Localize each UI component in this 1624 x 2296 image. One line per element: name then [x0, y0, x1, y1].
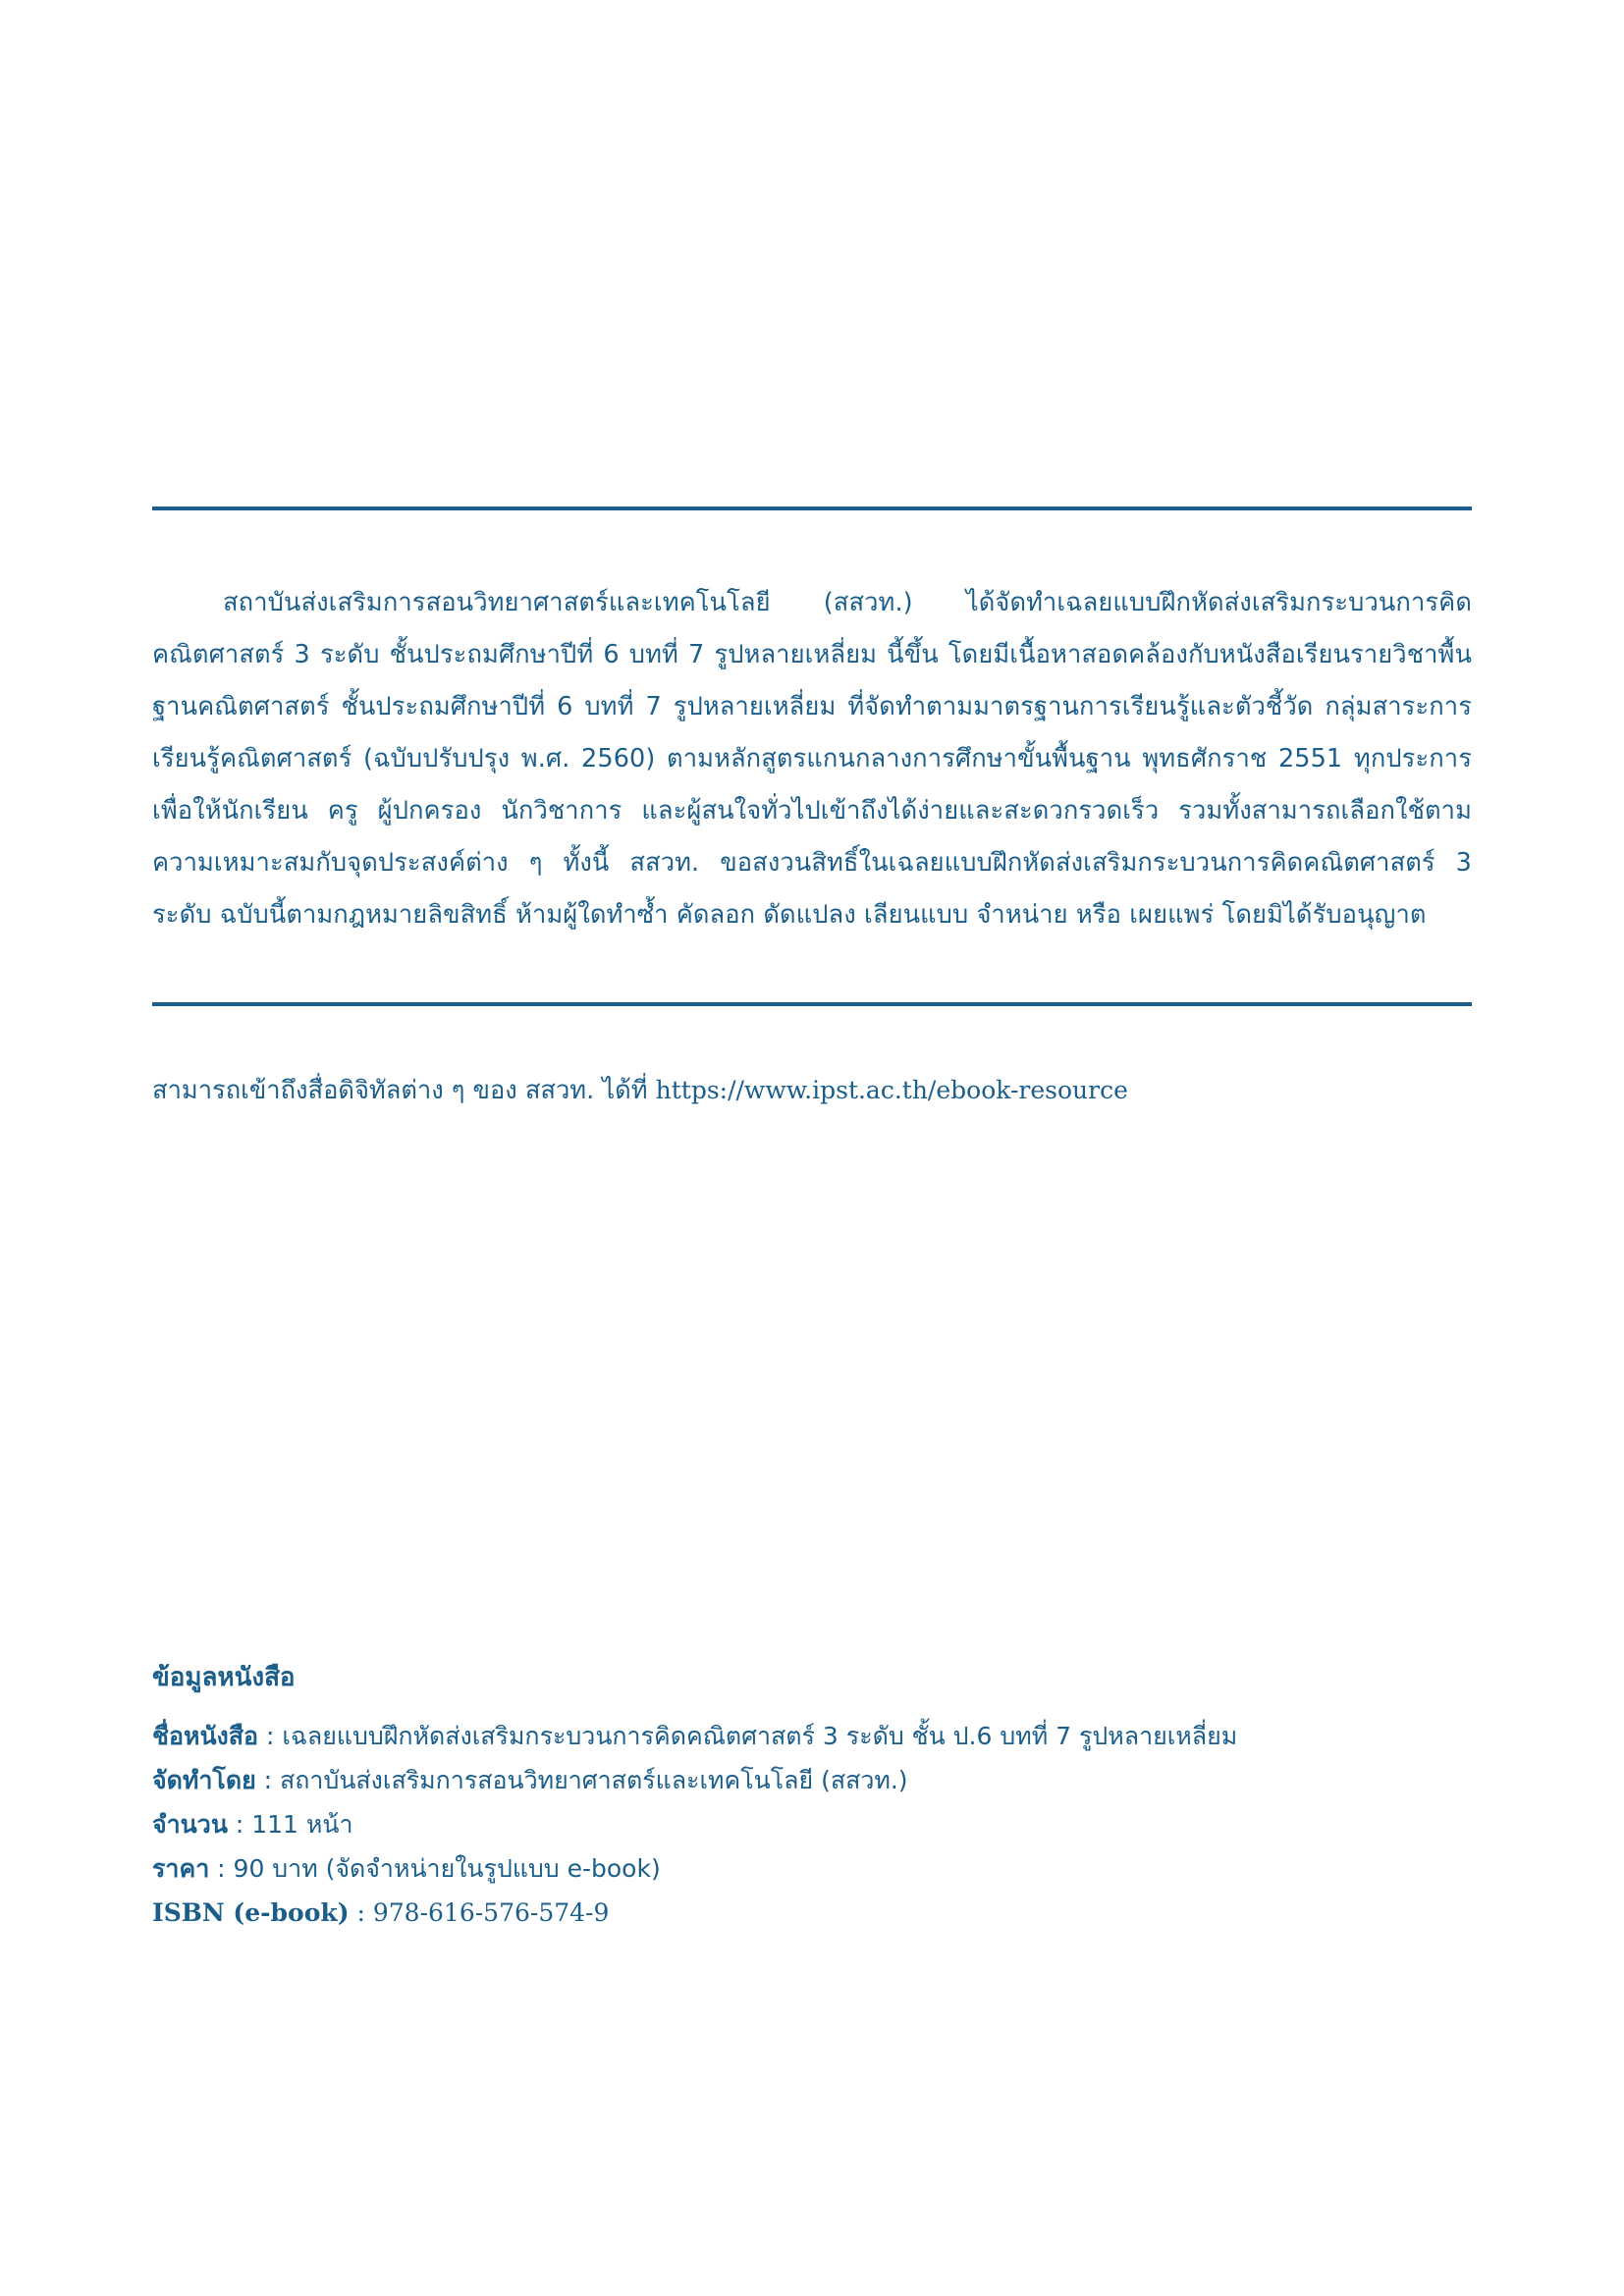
book-info-row-publisher: [152, 1758, 1472, 1802]
book-info-row-title: [152, 1714, 1472, 1758]
book-info-label-pages: จำนวน: [152, 1810, 228, 1839]
copyright-paragraph: สถาบันส่งเสริมการสอนวิทยาศาสตร์และเทคโนโลยี (สสวท.) ได้จัดทำเฉลยแบบฝึกหัดส่งเสริมกระบวนการคิดคณิตศาสตร์ 3 ระดับ ชั้นประถมศึกษาปีที่ 6 บทที่ 7 รูปหลายเหลี่ยม นี้ขึ้น โดยมีเนื้อหาสอดคล้องกับหนังสือเรียนรายวิชาพื้นฐานคณิตศาสตร์ ชั้นประถมศึกษาปีที่ 6 บทที่ 7 รูปหลายเหลี่ยม ที่จัดทำตามมาตรฐานการเรียนรู้และตัวชี้วัด กลุ่มสาระการเรียนรู้คณิตศาสตร์ (ฉบับปรับปรุง พ.ศ. 2560) ตามหลักสูตรแกนกลางการศึกษาขั้นพื้นฐาน พุทธศักราช 2551 ทุกประการ เพื่อให้นักเรียน ครู ผู้ปกครอง นักวิชาการ และผู้สนใจทั่วไปเข้าถึงได้ง่ายและสะดวกรวดเร็ว รวมทั้งสามารถเลือกใช้ตามความเหมาะสมกับจุดประสงค์ต่าง ๆ ทั้งนี้ สสวท. ขอสงวนสิทธิ์ในเฉลยแบบฝึกหัดส่งเสริมกระบวนการคิดคณิตศาสตร์ 3 ระดับ ฉบับนี้ตามกฎหมายลิขสิทธิ์ ห้ามผู้ใดทำซ้ำ คัดลอก ดัดแปลง เลียนแบบ จำหน่าย หรือ เผยแพร่ โดยมิได้รับอนุญาต: [152, 588, 1472, 930]
book-info-label-title: ชื่อหนังสือ: [152, 1722, 259, 1750]
book-info-label-publisher: จัดทำโดย: [152, 1766, 256, 1794]
document-content: [152, 0, 1472, 1110]
bottom-divider: [152, 1002, 1472, 1006]
book-info-value-isbn: : 978-616-576-574-9: [349, 1898, 610, 1927]
book-info-row-price: [152, 1846, 1472, 1891]
book-info-value-publisher: : สถาบันส่งเสริมการสอนวิทยาศาสตร์และเทคโนโลยี (สสวท.): [255, 1766, 908, 1794]
book-info-label-isbn: ISBN (e-book): [152, 1898, 350, 1927]
resource-url-link[interactable]: https://www.ipst.ac.th/ebook-resource: [655, 1076, 1128, 1104]
book-info-value-price: : 90 บาท (จัดจำหน่ายในรูปแบบ e-book): [209, 1854, 661, 1883]
book-info-heading: ข้อมูลหนังสือ: [152, 1663, 296, 1692]
book-info-value-pages: : 111 หน้า: [227, 1810, 353, 1839]
copyright-block: [152, 577, 1472, 941]
resource-label: สามารถเข้าถึงสื่อดิจิทัลต่าง ๆ ของ สสวท. ได้ที่: [152, 1076, 656, 1105]
book-info-label-price: ราคา: [152, 1854, 210, 1883]
book-info-row-pages: [152, 1802, 1472, 1846]
resource-line: [152, 1071, 1472, 1110]
book-info-row-isbn: [152, 1891, 1472, 1935]
top-divider: [152, 507, 1472, 510]
book-info-section: [152, 1657, 1472, 1935]
book-info-value-title: : เฉลยแบบฝึกหัดส่งเสริมกระบวนการคิดคณิตศาสตร์ 3 ระดับ ชั้น ป.6 บทที่ 7 รูปหลายเหลี่ยม: [258, 1722, 1238, 1750]
